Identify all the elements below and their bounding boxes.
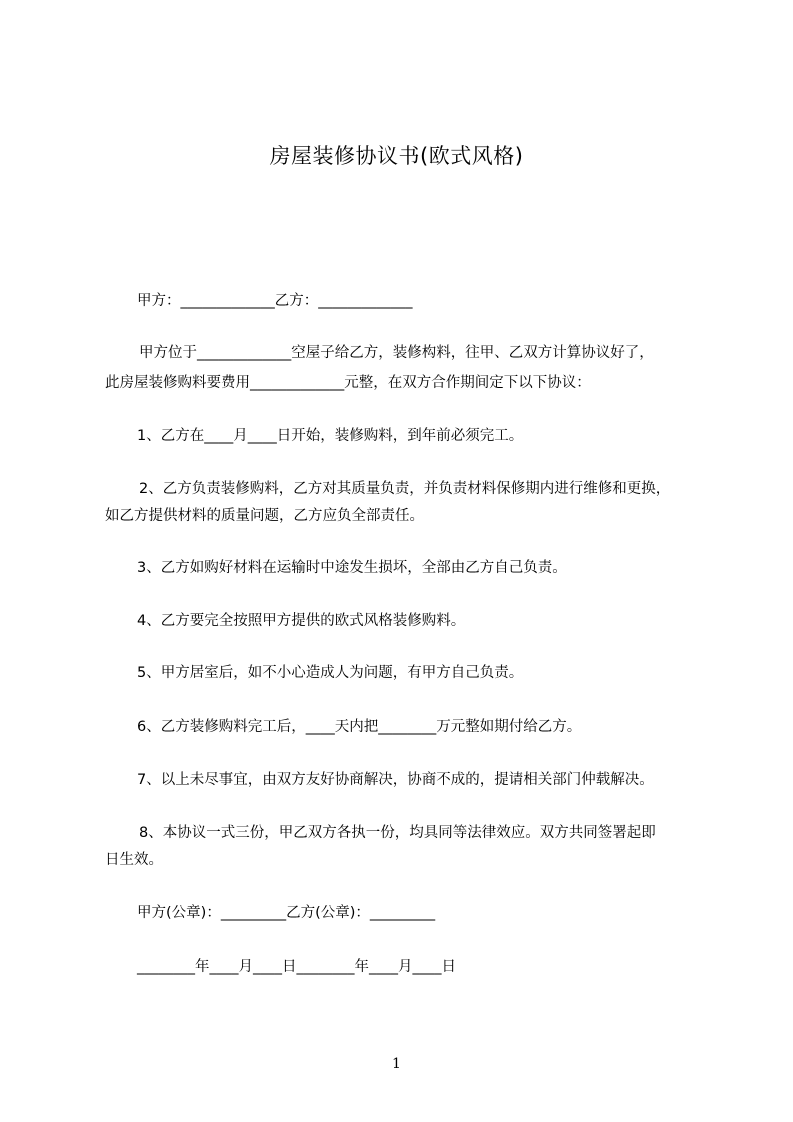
clause-8-line-2: 日生效。 [105, 852, 163, 868]
clause-5: 5、甲方居室后，如不小心造成人为问题，有甲方自己负责。 [137, 665, 524, 681]
clause-2-line-1: 2、乙方负责装修购料，乙方对其质量负责，并负责材料保修期内进行维修和更换， [139, 481, 671, 497]
page-number: 1 [392, 1056, 401, 1072]
clause-4: 4、乙方要完全按照甲方提供的欧式风格装修购料。 [137, 613, 466, 629]
intro-line-2: 此房屋装修购料要费用_____________元整，在双方合作期间定下以下协议： [105, 375, 591, 391]
clause-1: 1、乙方在____月____日开始，装修购料，到年前必须完工。 [137, 428, 524, 444]
document-title: 房屋装修协议书(欧式风格) [269, 144, 524, 168]
clause-8-line-1: 8、本协议一式三份，甲乙双方各执一份，均具同等法律效应。双方共同签署起即 [139, 825, 656, 841]
date-line: ________年____月____日________年____月____日 [137, 959, 456, 975]
intro-line-1: 甲方位于_____________空屋子给乙方，装修构料，往甲、乙双方计算协议好了， [139, 345, 654, 361]
clause-2-line-2: 如乙方提供材料的质量问题，乙方应负全部责任。 [105, 508, 424, 524]
signature-line: 甲方(公章)：_________乙方(公章)：_________ [137, 905, 436, 921]
clause-3: 3、乙方如购好材料在运输时中途发生损坏，全部由乙方自己负责。 [137, 560, 567, 576]
clause-7: 7、以上未尽事宜，由双方友好协商解决，协商不成的，提请相关部门仲载解决。 [137, 772, 654, 788]
clause-6: 6、乙方装修购料完工后，____天内把________万元整如期付给乙方。 [137, 719, 582, 735]
parties-line: 甲方：_____________乙方：_____________ [137, 293, 413, 309]
